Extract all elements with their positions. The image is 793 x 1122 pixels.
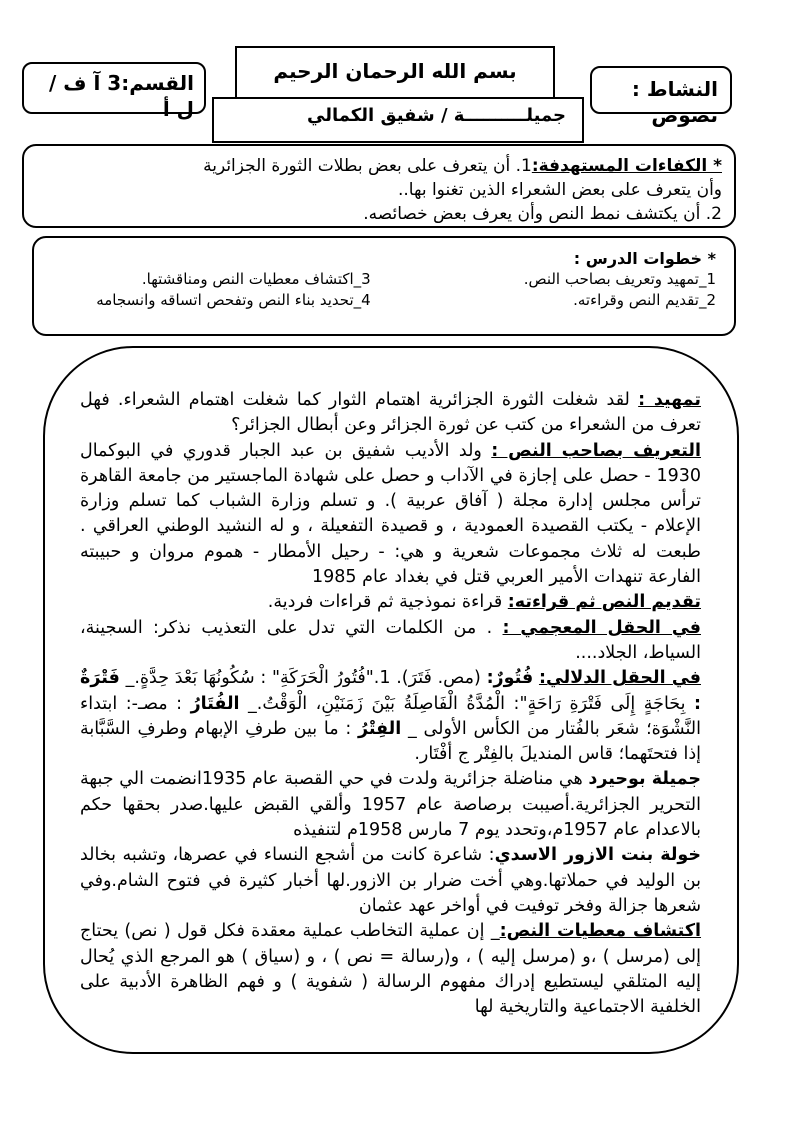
fotur-word: فُتُورٌ: — [486, 668, 534, 689]
intro-label: تمهيد : — [638, 390, 701, 410]
competency-1: 1. أن يتعرف على بعض بطلات الثورة الجزائرية — [203, 156, 532, 176]
lexical-label: في الحقل المعجمي : — [502, 617, 701, 638]
step-3: 3_اكتشاف معطيات النص ومناقشتها. — [141, 270, 371, 288]
step-2: 2_تقديم النص وقراءته. — [573, 291, 716, 309]
competencies-label: * الكفاءات المستهدفة: — [531, 156, 722, 176]
competencies-box — [22, 144, 736, 228]
step-1: 1_تمهيد وتعريف بصاحب النص. — [523, 270, 716, 288]
intro-paragraph — [80, 388, 701, 439]
fitr-word: الفِتْرُ — [358, 718, 402, 739]
class-box — [22, 62, 206, 121]
discover-text: _ إن عملية التخاطب عملية معقدة فكل قول ( نص) يحتاج إلى (مرسل ) ،و (مرسل إليه ) ، و(رسالة = نص ) ، و (سياق ) هو المرجع الذي يُحال إليه المتلقي ليستطيع إدراك مفهوم الرسالة ( شفوية ) و فهم الظاهرة الأدبية على الخلفية الاجتماعية والتاريخية لها — [80, 921, 701, 1018]
steps-column-right — [397, 269, 716, 311]
discover-paragraph — [80, 919, 701, 1020]
fatra-word: فَتْرَةٌ : — [80, 668, 701, 714]
class-label: القسم:3 آ ف / ل أ — [49, 71, 194, 121]
title-box — [235, 46, 555, 104]
competency-2: 2. أن يكتشف نمط النص وأن يعرف بعض خصائصه. — [363, 204, 722, 224]
steps-label: * خطوات الدرس : — [573, 249, 716, 268]
basmala-title: بسم الله الرحمان الرحيم — [273, 59, 517, 83]
reading-text: قراءة نموذجية ثم قراءات فردية. — [267, 592, 503, 613]
lesson-steps-box — [32, 236, 736, 336]
discover-label: اكتشاف معطيات النص: — [499, 921, 702, 942]
activity-label: النشاط : نصوص — [631, 77, 718, 127]
author-paragraph — [80, 439, 701, 591]
reading-label: تقديم النص ثم قراءته: — [507, 592, 701, 613]
semantic-label: في الحقل الدلالي: — [538, 668, 701, 689]
semantic-paragraph — [80, 666, 701, 767]
fitr-text: : ما بين طرفِ الإبهام وطرفِ السَّبَّابة إذا فتحتَهما؛ قاس المنديلَ بالفِتْر ج أفْتَار. — [80, 718, 701, 765]
reading-paragraph — [80, 590, 701, 615]
activity-box — [590, 66, 732, 127]
jamila-paragraph — [80, 767, 701, 843]
topic-box — [212, 97, 584, 143]
jamila-text: هي مناضلة جزائرية ولدت في حي القصبة عام 1935انضمت الي جبهة التحرير الجزائرية.أصيبت برصاصة عام 1957 وألقي القبض عليها.صدر بحقها حكم بالاعدام عام 1957م،وتحدد يوم 7 مارس 1958م لتنفيذه — [80, 769, 701, 841]
fattar-text: : مصـ-: ابتداء النَّشْوَة؛ شعَر بالفُتار من الكأس الأولى _ — [80, 693, 701, 739]
khawla-text: : شاعرة كانت من أشجع النساء في عصرها، وتشبه بخالد بن الوليد في حملاتها.وهي أخت ضرار بن الازور.لها أخبار كثيرة في فتوح الشام.وفي شعرها جزالة وفخر توفيت في أواخر عهد عثمان — [80, 845, 701, 916]
author-text: ولد الأديب شفيق بن عبد الجبار قدوري في البوكمال 1930 - حصل على إجازة في الآداب و حصل على شهادة الماجستير من جامعة القاهرة ترأس مجلس إدارة مجلة ( آفاق عربية ). و تسلم وزارة الشباب كما تسلم وزارة الإعلام - يكتب القصيدة العمودية ، و قصيدة التفعيلة ، و له النشيد الوطني العراقي . طبعت له ثلاث مجموعات شعرية و هي: - رحيل الأمطار - هموم مروان و حبيبته الفارعة تنهدات الأمير العربي قتل في بغداد عام 1985 — [80, 440, 701, 588]
lexical-text: . من الكلمات التي تدل على التعذيب نذكر: السجينة، السياط، الجلاد.... — [80, 617, 701, 663]
steps-column-left — [52, 269, 371, 311]
khawla-label: خولة بنت الازور الاسدي — [494, 845, 701, 866]
competency-1-cont: وأن يتعرف على بعض الشعراء الذين تغنوا بها.. — [398, 180, 722, 200]
intro-text: لقد شغلت الثورة الجزائرية اهتمام الثوار كما شغلت اهتمام الشعراء. فهل تعرف من الشعراء من كتب عن ثورة الجزائر وعن أبطال الجزائر؟ — [80, 390, 701, 436]
jamila-label: جميلة بوحيرد — [588, 769, 701, 790]
khawla-paragraph — [80, 843, 701, 919]
fattar-word: الفُتَارُ — [190, 693, 240, 714]
lesson-content — [80, 388, 701, 1020]
lexical-paragraph — [80, 616, 701, 667]
competencies-line-1 — [36, 154, 722, 178]
step-4: 4_تحديد بناء النص وتفحص اتساقه وانسجامه — [96, 291, 371, 309]
fatra-text: بِحَاجَةٍ إِلَى فَتْرَةِ رَاحَةٍ": الْمُدَّةُ الْفَاصِلَةُ بَيْنَ زَمَنَيْنِ، الْوَقْتُ._ — [248, 693, 686, 714]
lesson-topic: جميلــــــــــة / شفيق الكمالي — [307, 105, 566, 126]
author-label: التعريف بصاحب النص : — [491, 440, 701, 461]
fotur-text: (مص. فَتَرَ). 1."فُتُورُ الْحَرَكَةِ" : سُكُونُهَا بَعْدَ حِدَّةٍ._ — [125, 668, 481, 689]
